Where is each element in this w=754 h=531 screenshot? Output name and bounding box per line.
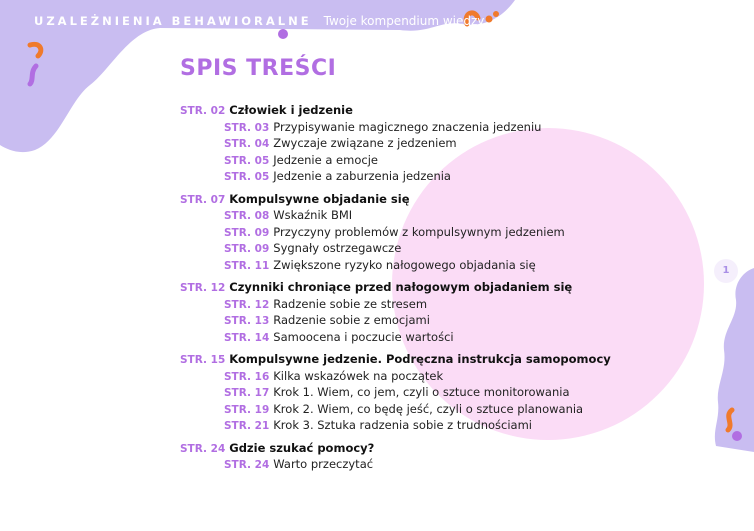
page-ref: STR. 14 [224, 331, 270, 344]
page-ref: STR. 19 [224, 403, 270, 416]
toc-item[interactable] [180, 418, 700, 435]
page-ref: STR. 05 [224, 171, 270, 183]
toc-item[interactable] [180, 313, 700, 330]
toc-item[interactable] [180, 457, 700, 474]
item-title: Wskaźnik BMI [273, 208, 353, 222]
item-title: Zwiększone ryzyko nałogowego objadania się [273, 257, 536, 272]
orange-squiggle-shape [728, 410, 732, 430]
page-ref: STR. 03 [224, 121, 270, 134]
page-ref: STR. 04 [224, 138, 270, 150]
item-title: Przypisywanie magicznego znaczenia jedzeniu [273, 119, 542, 134]
page-ref: STR. 02 [180, 105, 226, 117]
page-ref: STR. 24 [224, 459, 270, 471]
page-ref: STR. 09 [224, 243, 270, 255]
toc-item[interactable] [180, 297, 700, 314]
page-ref: STR. 24 [180, 442, 226, 455]
table-of-contents [180, 103, 700, 480]
item-title: Zwyczaje związane z jedzeniem [273, 136, 457, 150]
toc-chapter[interactable] [180, 441, 700, 458]
right-lavender-blob [715, 268, 754, 452]
item-title: Sygnały ostrzegawcze [273, 241, 402, 255]
item-title: Warto przeczytać [273, 457, 374, 471]
item-title: Jedzenie a emocje [273, 152, 378, 167]
page-ref: STR. 05 [224, 154, 270, 167]
item-title: Jedzenie a zaburzenia jedzenia [273, 169, 451, 183]
orange-dot-shape [486, 16, 493, 23]
toc-item[interactable] [180, 258, 700, 275]
page-ref: STR. 17 [224, 387, 270, 399]
toc-chapter[interactable] [180, 192, 700, 209]
toc-section [180, 352, 700, 435]
toc-item[interactable] [180, 385, 700, 402]
toc-section [180, 441, 700, 474]
toc-section [180, 103, 700, 186]
page-title: SPIS TREŚCI [180, 56, 337, 81]
toc-item[interactable] [180, 169, 700, 186]
toc-item[interactable] [180, 120, 700, 137]
item-title: Krok 2. Wiem, co będę jeść, czyli o sztuce planowania [273, 401, 584, 416]
item-title: Radzenie sobie ze stresem [273, 296, 428, 311]
chapter-title: Kompulsywne objadanie się [229, 191, 410, 206]
series-subtitle: Twoje kompendium wiedzy [323, 14, 485, 28]
toc-chapter[interactable] [180, 103, 700, 120]
page-ref: STR. 13 [224, 315, 270, 327]
item-title: Krok 1. Wiem, co jem, czyli o sztuce monitorowania [273, 385, 570, 399]
purple-dot-shape [732, 431, 742, 441]
page-ref: STR. 09 [224, 226, 270, 239]
toc-item[interactable] [180, 225, 700, 242]
page-ref: STR. 12 [224, 298, 270, 311]
item-title: Przyczyny problemów z kompulsywnym jedzeniem [273, 224, 565, 239]
toc-item[interactable] [180, 402, 700, 419]
chapter-title: Kompulsywne jedzenie. Podręczna instrukcja samopomocy [229, 352, 611, 366]
orange-dot-shape [493, 11, 499, 17]
toc-item[interactable] [180, 153, 700, 170]
toc-chapter[interactable] [180, 280, 700, 297]
toc-chapter[interactable] [180, 352, 700, 369]
page-ref: STR. 21 [224, 420, 270, 432]
page-ref: STR. 08 [224, 210, 270, 222]
toc-item[interactable] [180, 208, 700, 225]
chapter-title: Człowiek i jedzenie [229, 103, 353, 117]
toc-item[interactable] [180, 369, 700, 386]
page-ref: STR. 11 [224, 259, 270, 272]
toc-item[interactable] [180, 330, 700, 347]
header [34, 14, 484, 34]
toc-section [180, 280, 700, 346]
toc-section [180, 192, 700, 275]
page-ref: STR. 16 [224, 370, 270, 383]
item-title: Kilka wskazówek na początek [273, 368, 444, 383]
item-title: Samoocena i poczucie wartości [273, 329, 454, 344]
chapter-title: Czynniki chroniące przed nałogowym objadaniem się [229, 280, 573, 294]
series-title: UZALEŻNIENIA BEHAWIORALNE [34, 14, 312, 28]
item-title: Krok 3. Sztuka radzenia sobie z trudnościami [273, 418, 532, 432]
page-ref: STR. 07 [180, 193, 226, 206]
toc-item[interactable] [180, 136, 700, 153]
toc-item[interactable] [180, 241, 700, 258]
item-title: Radzenie sobie z emocjami [273, 313, 430, 327]
chapter-title: Gdzie szukać pomocy? [229, 440, 375, 455]
page-ref: STR. 12 [180, 282, 226, 294]
page-number-badge: 1 [714, 259, 738, 283]
page-ref: STR. 15 [180, 354, 226, 366]
